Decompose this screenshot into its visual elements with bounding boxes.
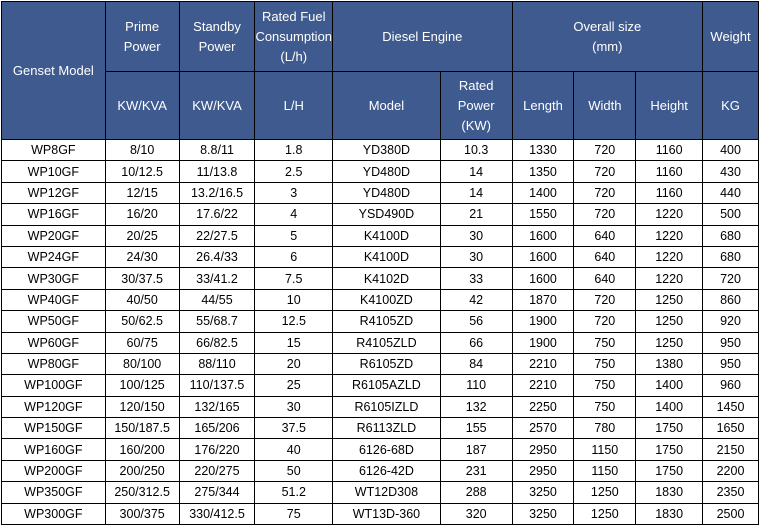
width-header: Width <box>574 72 636 140</box>
rated-power-cell: 14 <box>440 161 512 182</box>
standby-power-header: Standby Power <box>179 2 255 72</box>
engine-model-cell: 6126-42D <box>333 460 441 481</box>
standby-power-cell: 110/137.5 <box>179 375 255 396</box>
rated-power-cell: 10.3 <box>440 140 512 161</box>
table-row <box>2 353 759 374</box>
standby-power-cell: 132/165 <box>179 396 255 417</box>
width-cell: 1250 <box>574 482 636 503</box>
standby-power-cell: 66/82.5 <box>179 332 255 353</box>
fuel-consumption-cell: 75 <box>255 503 333 524</box>
prime-power-header: Prime Power <box>105 2 179 72</box>
genset-model-cell: WP12GF <box>2 182 106 203</box>
engine-model-header: Model <box>333 72 441 140</box>
fuel-consumption-cell: 3 <box>255 182 333 203</box>
height-cell: 1160 <box>636 140 703 161</box>
length-cell: 2570 <box>512 418 574 439</box>
fuel-consumption-cell: 1.8 <box>255 140 333 161</box>
rated-power-cell: 56 <box>440 311 512 332</box>
fuel-consumption-cell: 50 <box>255 460 333 481</box>
height-cell: 1380 <box>636 353 703 374</box>
weight-unit-header: KG <box>703 72 759 140</box>
length-cell: 1330 <box>512 140 574 161</box>
table-row <box>2 225 759 246</box>
rated-power-cell: 155 <box>440 418 512 439</box>
weight-cell: 720 <box>703 268 759 289</box>
width-cell: 780 <box>574 418 636 439</box>
header-row-2 <box>2 72 759 140</box>
standby-power-cell: 33/41.2 <box>179 268 255 289</box>
genset-spec-table <box>1 1 759 525</box>
length-cell: 1870 <box>512 289 574 310</box>
height-cell: 1750 <box>636 439 703 460</box>
length-cell: 1600 <box>512 268 574 289</box>
genset-model-cell: WP50GF <box>2 311 106 332</box>
genset-model-cell: WP8GF <box>2 140 106 161</box>
length-cell: 1400 <box>512 182 574 203</box>
weight-cell: 1450 <box>703 396 759 417</box>
engine-model-cell: R4105ZD <box>333 311 441 332</box>
standby-power-cell: 13.2/16.5 <box>179 182 255 203</box>
standby-power-cell: 44/55 <box>179 289 255 310</box>
genset-model-cell: WP350GF <box>2 482 106 503</box>
prime-unit-header: KW/KVA <box>105 72 179 140</box>
weight-cell: 500 <box>703 204 759 225</box>
genset-model-cell: WP80GF <box>2 353 106 374</box>
spec-table-container <box>1 1 759 525</box>
table-row <box>2 182 759 203</box>
genset-model-cell: WP20GF <box>2 225 106 246</box>
width-cell: 750 <box>574 396 636 417</box>
height-cell: 1400 <box>636 375 703 396</box>
genset-model-cell: WP16GF <box>2 204 106 225</box>
rated-fuel-header: Rated Fuel Consumption (L/h) <box>255 2 333 72</box>
prime-power-cell: 160/200 <box>105 439 179 460</box>
genset-model-cell: WP150GF <box>2 418 106 439</box>
width-cell: 750 <box>574 353 636 374</box>
standby-power-cell: 176/220 <box>179 439 255 460</box>
standby-power-cell: 22/27.5 <box>179 225 255 246</box>
fuel-consumption-cell: 12.5 <box>255 311 333 332</box>
table-row <box>2 140 759 161</box>
rated-power-cell: 33 <box>440 268 512 289</box>
width-cell: 720 <box>574 204 636 225</box>
weight-cell: 920 <box>703 311 759 332</box>
height-cell: 1160 <box>636 161 703 182</box>
fuel-consumption-cell: 5 <box>255 225 333 246</box>
engine-model-cell: YSD490D <box>333 204 441 225</box>
engine-model-cell: K4100ZD <box>333 289 441 310</box>
weight-cell: 2200 <box>703 460 759 481</box>
engine-model-cell: WT12D308 <box>333 482 441 503</box>
length-cell: 3250 <box>512 482 574 503</box>
genset-model-cell: WP30GF <box>2 268 106 289</box>
fuel-consumption-cell: 51.2 <box>255 482 333 503</box>
height-cell: 1220 <box>636 246 703 267</box>
weight-cell: 1650 <box>703 418 759 439</box>
engine-model-cell: R4105ZLD <box>333 332 441 353</box>
prime-power-cell: 24/30 <box>105 246 179 267</box>
prime-power-cell: 10/12.5 <box>105 161 179 182</box>
fuel-consumption-cell: 2.5 <box>255 161 333 182</box>
rated-power-cell: 132 <box>440 396 512 417</box>
engine-model-cell: K4102D <box>333 268 441 289</box>
standby-unit-header: KW/KVA <box>179 72 255 140</box>
rated-power-cell: 21 <box>440 204 512 225</box>
table-row <box>2 289 759 310</box>
length-cell: 2950 <box>512 460 574 481</box>
table-row <box>2 332 759 353</box>
prime-power-cell: 80/100 <box>105 353 179 374</box>
engine-model-cell: R6113ZLD <box>333 418 441 439</box>
table-row <box>2 439 759 460</box>
weight-cell: 860 <box>703 289 759 310</box>
table-row <box>2 460 759 481</box>
table-row <box>2 246 759 267</box>
width-cell: 640 <box>574 268 636 289</box>
standby-power-cell: 11/13.8 <box>179 161 255 182</box>
prime-power-cell: 60/75 <box>105 332 179 353</box>
standby-power-cell: 220/275 <box>179 460 255 481</box>
engine-model-cell: R6105AZLD <box>333 375 441 396</box>
rated-power-cell: 30 <box>440 246 512 267</box>
weight-cell: 680 <box>703 246 759 267</box>
prime-power-cell: 12/15 <box>105 182 179 203</box>
genset-model-header: Genset Model <box>2 2 106 140</box>
standby-power-cell: 330/412.5 <box>179 503 255 524</box>
width-cell: 720 <box>574 289 636 310</box>
weight-cell: 440 <box>703 182 759 203</box>
fuel-consumption-cell: 10 <box>255 289 333 310</box>
width-cell: 640 <box>574 246 636 267</box>
header-row-1 <box>2 2 759 72</box>
genset-model-cell: WP300GF <box>2 503 106 524</box>
diesel-engine-header: Diesel Engine <box>333 2 513 72</box>
prime-power-cell: 100/125 <box>105 375 179 396</box>
rated-power-cell: 231 <box>440 460 512 481</box>
engine-model-cell: YD480D <box>333 182 441 203</box>
height-cell: 1750 <box>636 418 703 439</box>
prime-power-cell: 40/50 <box>105 289 179 310</box>
standby-power-cell: 17.6/22 <box>179 204 255 225</box>
rated-power-cell: 66 <box>440 332 512 353</box>
engine-model-cell: 6126-68D <box>333 439 441 460</box>
prime-power-cell: 30/37.5 <box>105 268 179 289</box>
length-cell: 1900 <box>512 332 574 353</box>
table-row <box>2 503 759 524</box>
height-cell: 1250 <box>636 311 703 332</box>
fuel-consumption-cell: 40 <box>255 439 333 460</box>
rated-power-header: Rated Power (KW) <box>440 72 512 140</box>
length-cell: 1600 <box>512 225 574 246</box>
genset-model-cell: WP200GF <box>2 460 106 481</box>
fuel-consumption-cell: 15 <box>255 332 333 353</box>
table-row <box>2 268 759 289</box>
table-row <box>2 375 759 396</box>
height-cell: 1750 <box>636 460 703 481</box>
fuel-consumption-cell: 25 <box>255 375 333 396</box>
height-cell: 1220 <box>636 204 703 225</box>
height-header: Height <box>636 72 703 140</box>
height-cell: 1220 <box>636 268 703 289</box>
prime-power-cell: 150/187.5 <box>105 418 179 439</box>
genset-model-cell: WP10GF <box>2 161 106 182</box>
standby-power-cell: 55/68.7 <box>179 311 255 332</box>
weight-cell: 430 <box>703 161 759 182</box>
rated-power-cell: 14 <box>440 182 512 203</box>
fuel-consumption-cell: 4 <box>255 204 333 225</box>
width-cell: 640 <box>574 225 636 246</box>
overall-size-header: Overall size (mm) <box>512 2 702 72</box>
fuel-unit-header: L/H <box>255 72 333 140</box>
genset-model-cell: WP160GF <box>2 439 106 460</box>
rated-power-cell: 320 <box>440 503 512 524</box>
weight-cell: 2150 <box>703 439 759 460</box>
prime-power-cell: 8/10 <box>105 140 179 161</box>
height-cell: 1250 <box>636 332 703 353</box>
width-cell: 750 <box>574 375 636 396</box>
engine-model-cell: YD380D <box>333 140 441 161</box>
length-cell: 2250 <box>512 396 574 417</box>
prime-power-cell: 250/312.5 <box>105 482 179 503</box>
genset-model-cell: WP24GF <box>2 246 106 267</box>
standby-power-cell: 26.4/33 <box>179 246 255 267</box>
prime-power-cell: 16/20 <box>105 204 179 225</box>
table-body <box>2 140 759 525</box>
width-cell: 1150 <box>574 460 636 481</box>
engine-model-cell: R6105IZLD <box>333 396 441 417</box>
weight-cell: 950 <box>703 353 759 374</box>
fuel-consumption-cell: 30 <box>255 396 333 417</box>
standby-power-cell: 88/110 <box>179 353 255 374</box>
height-cell: 1250 <box>636 289 703 310</box>
rated-power-cell: 42 <box>440 289 512 310</box>
engine-model-cell: WT13D-360 <box>333 503 441 524</box>
engine-model-cell: K4100D <box>333 246 441 267</box>
prime-power-cell: 200/250 <box>105 460 179 481</box>
height-cell: 1400 <box>636 396 703 417</box>
genset-model-cell: WP60GF <box>2 332 106 353</box>
prime-power-cell: 50/62.5 <box>105 311 179 332</box>
weight-cell: 950 <box>703 332 759 353</box>
weight-cell: 400 <box>703 140 759 161</box>
table-row <box>2 482 759 503</box>
table-row <box>2 161 759 182</box>
fuel-consumption-cell: 37.5 <box>255 418 333 439</box>
weight-header: Weight <box>703 2 759 72</box>
engine-model-cell: YD480D <box>333 161 441 182</box>
fuel-consumption-cell: 7.5 <box>255 268 333 289</box>
width-cell: 1250 <box>574 503 636 524</box>
table-row <box>2 396 759 417</box>
length-cell: 2950 <box>512 439 574 460</box>
rated-power-cell: 288 <box>440 482 512 503</box>
standby-power-cell: 165/206 <box>179 418 255 439</box>
width-cell: 720 <box>574 161 636 182</box>
genset-model-cell: WP100GF <box>2 375 106 396</box>
standby-power-cell: 275/344 <box>179 482 255 503</box>
fuel-consumption-cell: 6 <box>255 246 333 267</box>
length-cell: 3250 <box>512 503 574 524</box>
prime-power-cell: 300/375 <box>105 503 179 524</box>
length-cell: 1600 <box>512 246 574 267</box>
rated-power-cell: 84 <box>440 353 512 374</box>
prime-power-cell: 120/150 <box>105 396 179 417</box>
rated-power-cell: 110 <box>440 375 512 396</box>
rated-power-cell: 187 <box>440 439 512 460</box>
table-row <box>2 311 759 332</box>
genset-model-cell: WP120GF <box>2 396 106 417</box>
length-header: Length <box>512 72 574 140</box>
length-cell: 2210 <box>512 353 574 374</box>
length-cell: 1550 <box>512 204 574 225</box>
table-row <box>2 418 759 439</box>
table-row <box>2 204 759 225</box>
weight-cell: 960 <box>703 375 759 396</box>
weight-cell: 2350 <box>703 482 759 503</box>
width-cell: 750 <box>574 332 636 353</box>
width-cell: 720 <box>574 182 636 203</box>
height-cell: 1830 <box>636 482 703 503</box>
engine-model-cell: R6105ZD <box>333 353 441 374</box>
height-cell: 1220 <box>636 225 703 246</box>
length-cell: 1350 <box>512 161 574 182</box>
width-cell: 720 <box>574 311 636 332</box>
length-cell: 1900 <box>512 311 574 332</box>
fuel-consumption-cell: 20 <box>255 353 333 374</box>
height-cell: 1160 <box>636 182 703 203</box>
width-cell: 720 <box>574 140 636 161</box>
weight-cell: 2500 <box>703 503 759 524</box>
length-cell: 2210 <box>512 375 574 396</box>
weight-cell: 680 <box>703 225 759 246</box>
engine-model-cell: K4100D <box>333 225 441 246</box>
prime-power-cell: 20/25 <box>105 225 179 246</box>
standby-power-cell: 8.8/11 <box>179 140 255 161</box>
rated-power-cell: 30 <box>440 225 512 246</box>
genset-model-cell: WP40GF <box>2 289 106 310</box>
width-cell: 1150 <box>574 439 636 460</box>
height-cell: 1830 <box>636 503 703 524</box>
